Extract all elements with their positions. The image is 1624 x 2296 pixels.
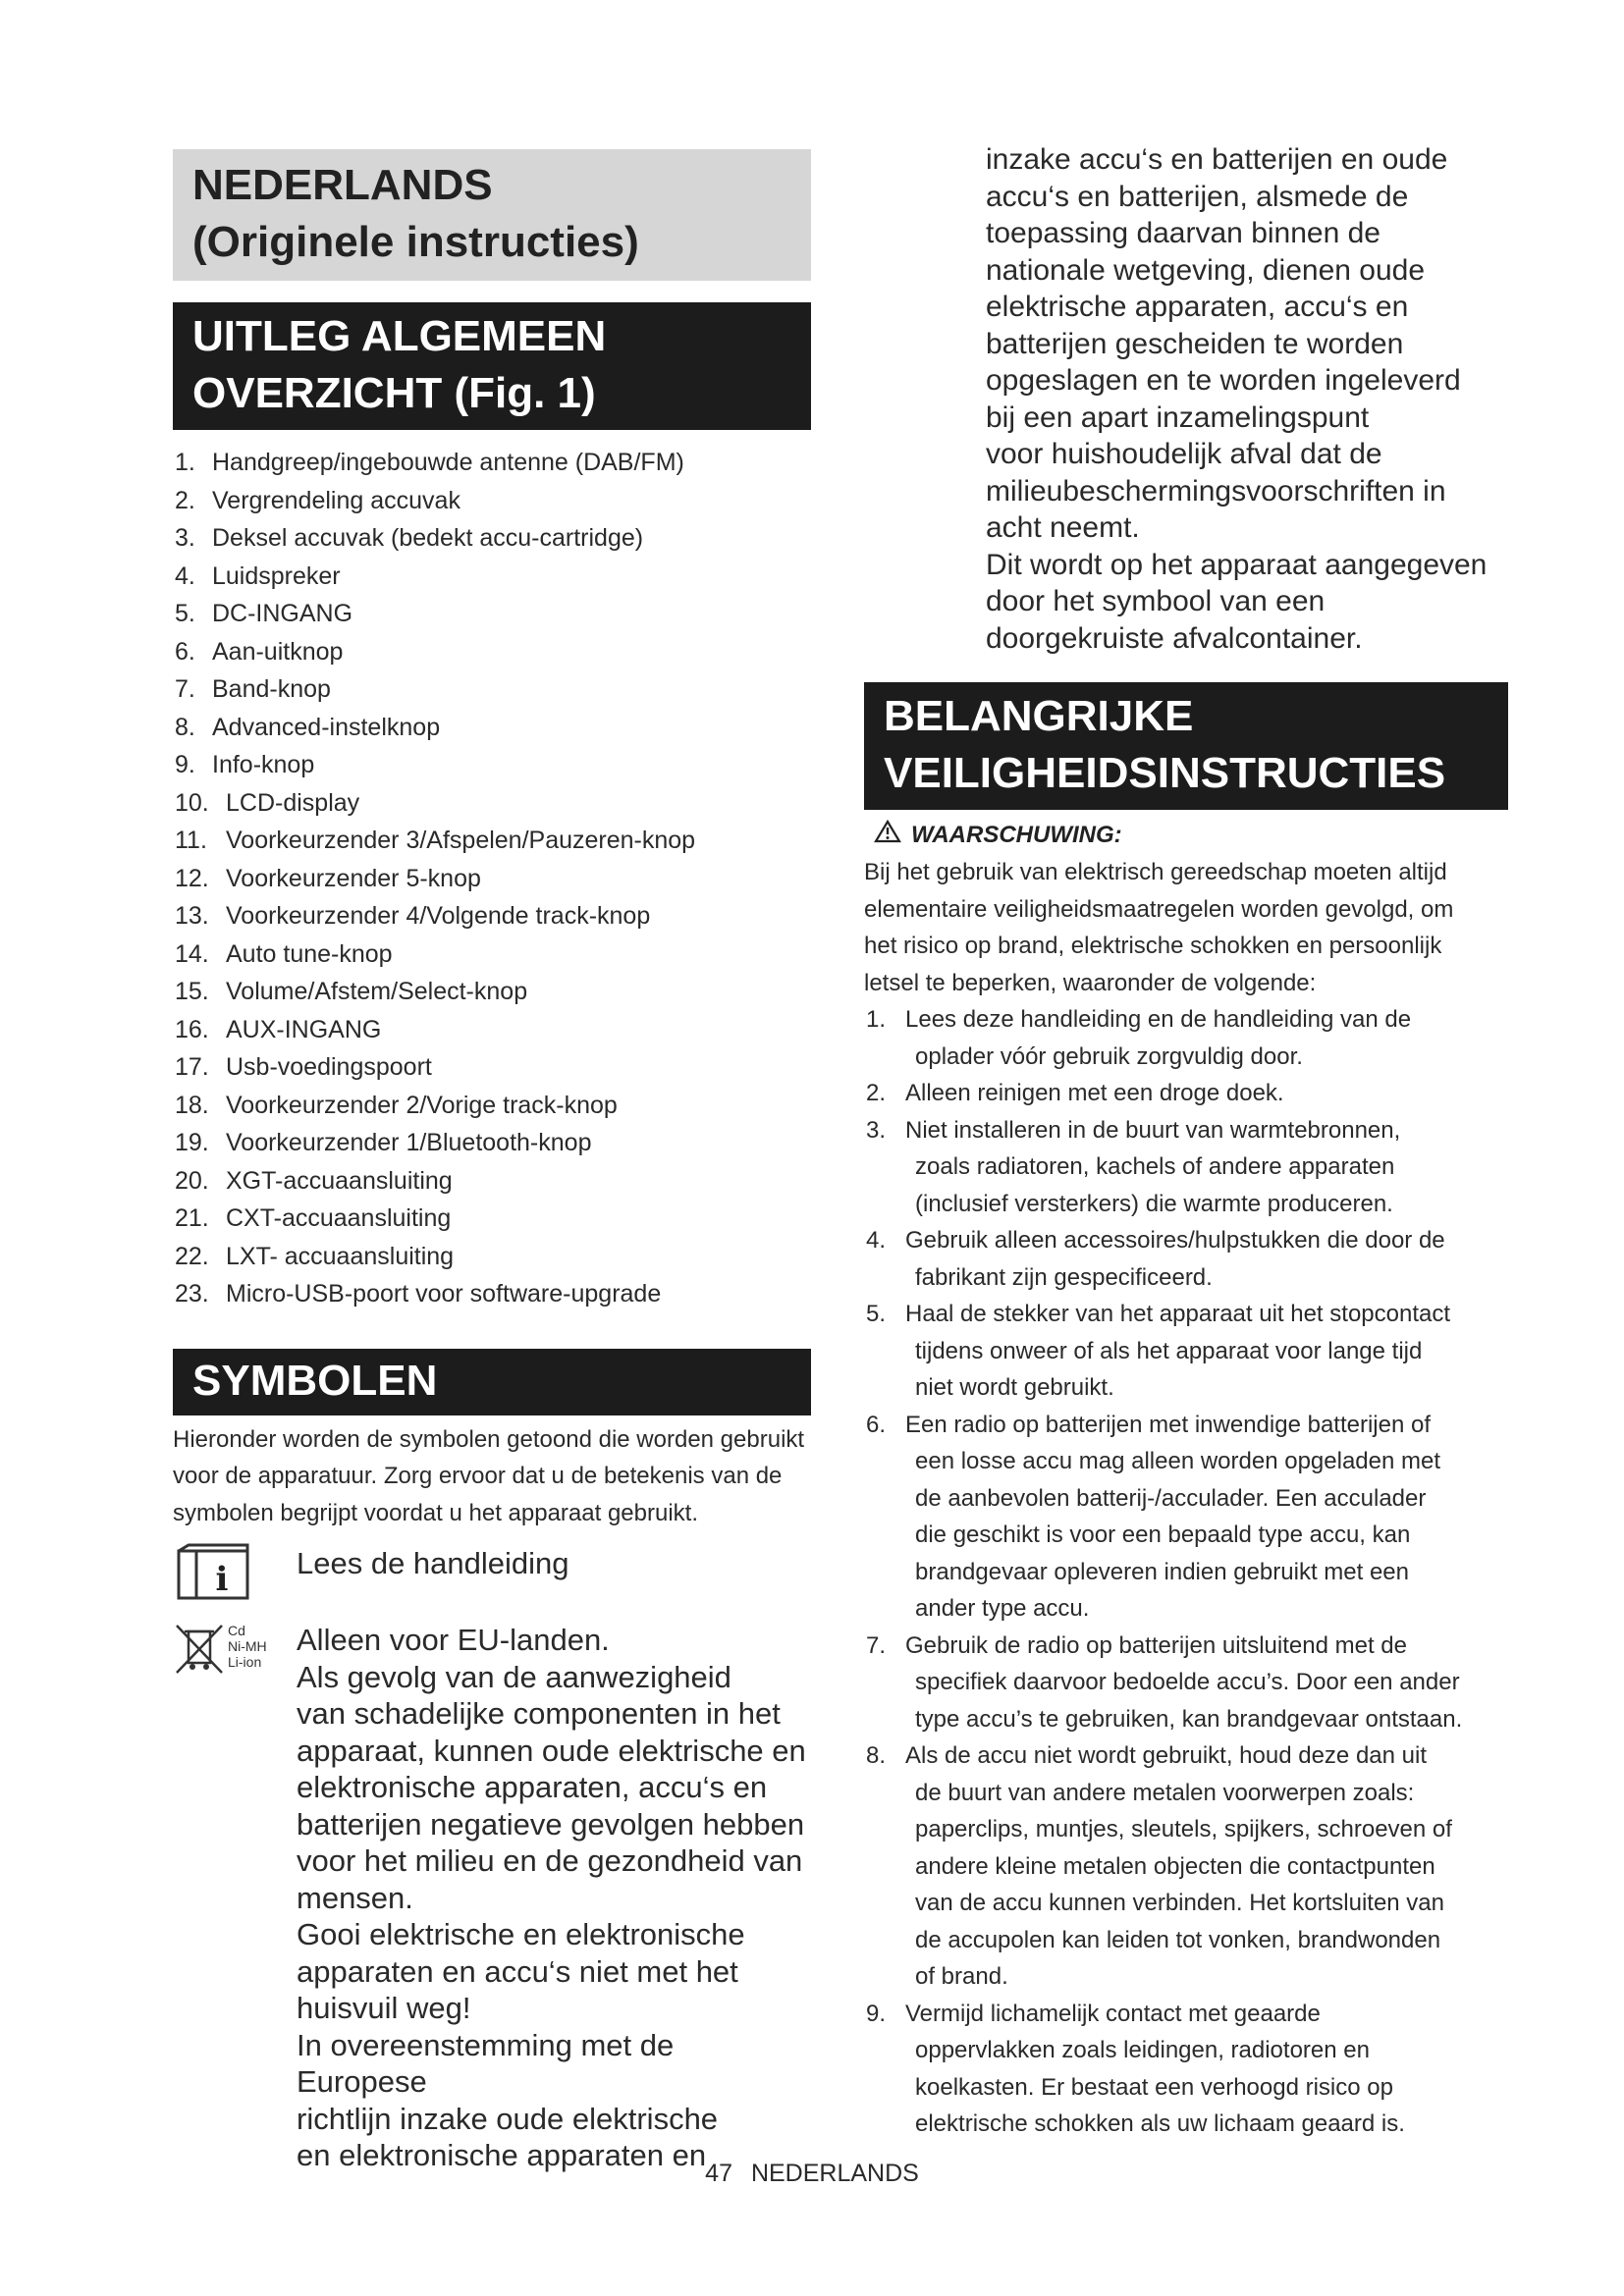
list-item — [864, 1222, 1508, 1296]
list-item-number: 21. — [175, 1204, 209, 1232]
list-item-number: 5. — [175, 600, 195, 627]
manual-symbol-row — [173, 1543, 811, 1614]
list-item — [173, 935, 811, 974]
text-line: Niet installeren in de buurt van warmtebronnen, — [905, 1116, 1401, 1144]
list-item-text: LXT- accuaansluiting — [226, 1242, 455, 1270]
list-item — [173, 1124, 811, 1162]
read-manual-icon — [175, 1543, 253, 1609]
text-line: milieubeschermingsvoorschriften in — [986, 474, 1446, 507]
list-item-text: Micro-USB-poort voor software-upgrade — [226, 1280, 662, 1308]
list-item — [864, 1296, 1508, 1407]
safety-heading-line2: VEILIGHEIDSINSTRUCTIES — [884, 749, 1446, 797]
text-line: Dit wordt op het apparaat aangegeven — [986, 548, 1488, 581]
text-line: oplader vóór gebruik zorgvuldig door. — [915, 1042, 1303, 1070]
list-item-text: Luidspreker — [212, 561, 341, 590]
footer-language: NEDERLANDS — [750, 2160, 919, 2187]
text-line: accu‘s en batterijen, alsmede de — [986, 180, 1409, 213]
list-item-number: 5. — [866, 1301, 887, 1327]
list-item-text: Vergrendeling accuvak — [212, 486, 460, 514]
text-line: nationale wetgeving, dienen oude — [986, 253, 1426, 287]
text-line: paperclips, muntjes, sleutels, spijkers, schroeven of — [915, 1816, 1452, 1842]
list-item-text: Volume/Afstem/Select-knop — [226, 978, 528, 1005]
text-line: apparaat, kunnen oude elektrische en — [297, 1733, 806, 1768]
text-line: die geschikt is voor een bepaald type accu, kan — [915, 1522, 1411, 1548]
list-item-number: 3. — [866, 1116, 887, 1144]
list-item — [864, 1996, 1508, 2143]
text-line: fabrikant zijn gespecificeerd. — [915, 1263, 1213, 1291]
list-item-text: Auto tune-knop — [226, 939, 393, 968]
list-item — [173, 1275, 811, 1313]
text-line: door het symbool van een — [986, 585, 1326, 617]
text-line: elementaire veiligheidsmaatregelen worden gevolgd, om — [864, 895, 1454, 923]
text-line: Bij het gebruik van elektrisch gereedschap moeten altijd — [864, 859, 1447, 885]
symbols-intro: Hieronder worden de symbolen getoond die worden gebruikt voor de apparatuur. Zorg ervoor dat u de betekenis van de symbolen begrijpt voordat u het apparaat gebruikt. — [173, 1425, 805, 1526]
list-item — [173, 784, 811, 823]
page-number: 47 — [705, 2160, 732, 2187]
text-line: elektrische schokken als uw lichaam geaard is. — [915, 2110, 1405, 2137]
list-item — [864, 1737, 1508, 1996]
text-line: tijdens onweer of als het apparaat voor lange tijd — [915, 1337, 1423, 1364]
text-line: bij een apart inzamelingspunt — [986, 400, 1370, 434]
text-line: Als gevolg van de aanwezigheid — [297, 1659, 731, 1694]
list-item-number: 11. — [175, 827, 207, 854]
text-line: batterijen negatieve gevolgen hebben — [297, 1806, 805, 1842]
list-item — [173, 1162, 811, 1201]
parts-list — [173, 444, 811, 1313]
text-line: het risico op brand, elektrische schokken en persoonlijk — [864, 933, 1442, 959]
list-item-text: Deksel accuvak (bedekt accu-cartridge) — [212, 524, 644, 552]
list-item-text: Info-knop — [212, 751, 315, 778]
svg-text:Li-ion: Li-ion — [228, 1654, 262, 1670]
list-item — [173, 822, 811, 860]
list-item-number: 6. — [866, 1411, 887, 1438]
page-footer — [0, 2160, 1624, 2188]
list-item — [864, 1628, 1508, 1738]
text-line: letsel te beperken, waaronder de volgende: — [864, 969, 1317, 996]
list-item-number: 9. — [866, 2000, 887, 2027]
symbols-heading — [173, 1349, 811, 1415]
list-item-number: 8. — [175, 713, 195, 741]
text-line: toepassing daarvan binnen de — [986, 217, 1380, 249]
text-line: de aanbevolen batterij-/acculader. Een acculader — [915, 1484, 1427, 1512]
manual-text: Lees de handleiding — [297, 1546, 569, 1580]
safety-heading-line1: BELANGRIJKE — [884, 692, 1194, 740]
text-line: (inclusief versterkers) die warmte produceren. — [915, 1190, 1393, 1217]
list-item — [173, 897, 811, 935]
list-item-text: AUX-INGANG — [226, 1015, 382, 1043]
language-title: NEDERLANDS — [192, 161, 493, 209]
list-item — [173, 1011, 811, 1049]
list-item — [173, 482, 811, 520]
list-item — [173, 1087, 811, 1125]
text-line: ander type accu. — [915, 1595, 1090, 1622]
list-item-number: 15. — [175, 978, 209, 1005]
text-line: Alleen reinigen met een droge doek. — [905, 1080, 1284, 1106]
text-line: apparaten en accu‘s niet met het — [297, 1953, 738, 1989]
list-item-number: 2. — [175, 486, 195, 514]
list-item — [173, 444, 811, 482]
list-item-text: Aan-uitknop — [212, 637, 344, 666]
weee-continuation-text — [864, 141, 1508, 657]
list-item-text: Handgreep/ingebouwde antenne (DAB/FM) — [212, 449, 684, 476]
text-line: Gebruik alleen accessoires/hulpstukken die door de — [905, 1227, 1445, 1254]
list-item-number: 20. — [175, 1166, 209, 1195]
text-line: elektronische apparaten, accu‘s en — [297, 1770, 768, 1804]
weee-symbol-row — [173, 1622, 811, 2174]
text-line: Als de accu niet wordt gebruikt, houd deze dan uit — [905, 1742, 1427, 1769]
list-item-number: 7. — [866, 1631, 887, 1659]
list-item-text: DC-INGANG — [212, 600, 353, 627]
list-item-text: Voorkeurzender 3/Afspelen/Pauzeren-knop — [226, 827, 696, 854]
list-item — [864, 1407, 1508, 1628]
list-item — [173, 709, 811, 747]
list-item — [173, 558, 811, 596]
text-line: mensen. — [297, 1880, 413, 1915]
list-item — [173, 633, 811, 671]
list-item-number: 9. — [175, 751, 195, 778]
text-line: en elektronische apparaten en — [297, 2138, 707, 2172]
list-item-number: 12. — [175, 864, 209, 892]
list-item-number: 17. — [175, 1053, 209, 1081]
list-item — [173, 1200, 811, 1238]
list-item — [173, 1048, 811, 1087]
left-column — [173, 149, 811, 2174]
language-title-box — [173, 149, 811, 281]
list-item-text: LCD-display — [226, 788, 360, 817]
text-line: inzake accu‘s en batterijen en oude — [986, 143, 1448, 176]
list-item — [173, 1238, 811, 1276]
list-item-number: 14. — [175, 939, 209, 968]
list-item-number: 1. — [866, 1006, 887, 1033]
list-item-number: 2. — [866, 1080, 887, 1106]
text-line: type accu’s te gebruiken, kan brandgevaar ontstaan. — [915, 1705, 1463, 1733]
list-item-number: 7. — [175, 675, 195, 703]
list-item-text: Voorkeurzender 1/Bluetooth-knop — [226, 1129, 592, 1156]
list-item-number: 19. — [175, 1129, 209, 1156]
text-line: specifiek daarvoor bedoelde accu’s. Door een ander — [915, 1669, 1460, 1695]
text-line: oppervlakken zoals leidingen, radiotoren en — [915, 2037, 1370, 2063]
text-line: koelkasten. Er bestaat een verhoogd risico op — [915, 2073, 1393, 2101]
text-line: brandgevaar opleveren indien gebruikt met een — [915, 1558, 1410, 1585]
list-item-text: Usb-voedingspoort — [226, 1053, 432, 1081]
list-item-number: 18. — [175, 1091, 209, 1119]
text-line: niet wordt gebruikt. — [915, 1374, 1114, 1401]
list-item-text: Voorkeurzender 5-knop — [226, 864, 481, 892]
list-item-number: 23. — [175, 1280, 209, 1308]
text-line: voor huishoudelijk afval dat de — [986, 438, 1382, 470]
svg-text:i: i — [215, 1560, 229, 1599]
text-line: Vermijd lichamelijk contact met geaarde — [905, 2000, 1321, 2027]
list-item — [173, 595, 811, 633]
warning-label: WAARSCHUWING: — [911, 821, 1122, 848]
list-item-number: 6. — [175, 637, 195, 666]
weee-text — [297, 1622, 811, 2174]
text-line: een losse accu mag alleen worden opgeladen met — [915, 1448, 1441, 1474]
list-item — [173, 746, 811, 784]
list-item-number: 10. — [175, 788, 209, 817]
list-item — [864, 1075, 1508, 1112]
safety-instructions-list — [864, 1001, 1508, 2143]
list-item-text: Voorkeurzender 4/Volgende track-knop — [226, 902, 651, 930]
list-item-number: 8. — [866, 1742, 887, 1769]
list-item — [864, 1112, 1508, 1223]
list-item-text: Advanced-instelknop — [212, 713, 441, 741]
safety-heading — [864, 682, 1508, 810]
warning-label-row — [864, 820, 1508, 850]
text-line: Gebruik de radio op batterijen uitsluitend met de — [905, 1631, 1407, 1659]
list-item-text: Band-knop — [212, 675, 331, 703]
text-line: Haal de stekker van het apparaat uit het stopcontact — [905, 1301, 1451, 1327]
text-line: Alleen voor EU-landen. — [297, 1623, 610, 1657]
text-line: Een radio op batterijen met inwendige batterijen of — [905, 1411, 1432, 1438]
list-item — [173, 860, 811, 898]
list-item-number: 1. — [175, 449, 195, 476]
text-line: acht neemt. — [986, 511, 1140, 544]
list-item — [173, 973, 811, 1011]
text-line: de buurt van andere metalen voorwerpen zoals: — [915, 1779, 1415, 1806]
text-line: huisvuil weg! — [297, 1991, 471, 2025]
text-line: andere kleine metalen objecten die contactpunten — [915, 1852, 1435, 1880]
symbols-heading-text: SYMBOLEN — [192, 1356, 438, 1405]
crossed-bin-icon — [175, 1622, 283, 1695]
list-item-number: 16. — [175, 1015, 209, 1043]
text-line: Lees deze handleiding en de handleiding van de — [905, 1006, 1412, 1033]
text-line: voor het milieu en de gezondheid van — [297, 1843, 803, 1878]
list-item-number: 3. — [175, 524, 195, 552]
text-line: van de accu kunnen verbinden. Het kortsluiten van — [915, 1890, 1445, 1916]
list-item — [173, 670, 811, 709]
text-line: of brand. — [915, 1963, 1008, 1990]
text-line: opgeslagen en te worden ingeleverd — [986, 364, 1461, 397]
warning-triangle-icon — [874, 820, 901, 850]
text-line: de accupolen kan leiden tot vonken, brandwonden — [915, 1926, 1441, 1953]
list-item-number: 22. — [175, 1242, 209, 1270]
text-line: elektrische apparaten, accu‘s en — [986, 291, 1409, 323]
text-line: zoals radiatoren, kachels of andere apparaten — [915, 1153, 1395, 1180]
list-item-text: CXT-accuaansluiting — [226, 1204, 452, 1232]
list-item — [173, 519, 811, 558]
overview-heading-line1: UITLEG ALGEMEEN — [192, 312, 607, 360]
text-line: In overeenstemming met de Europese — [297, 2027, 675, 2099]
text-line: doorgekruiste afvalcontainer. — [986, 621, 1363, 655]
list-item-text: Voorkeurzender 2/Vorige track-knop — [226, 1091, 618, 1119]
list-item-text: XGT-accuaansluiting — [226, 1166, 453, 1195]
warning-intro — [864, 854, 1508, 1001]
list-item — [864, 1001, 1508, 1075]
text-line: van schadelijke componenten in het — [297, 1696, 781, 1731]
svg-text:Cd: Cd — [228, 1623, 245, 1638]
overview-heading-line2: OVERZICHT (Fig. 1) — [192, 369, 596, 417]
text-line: Gooi elektrische en elektronische — [297, 1917, 745, 1951]
text-line: batterijen gescheiden te worden — [986, 327, 1404, 360]
language-subtitle: (Originele instructies) — [192, 218, 639, 266]
right-column — [864, 143, 1508, 2143]
overview-heading — [173, 302, 811, 430]
list-item-number: 13. — [175, 902, 209, 930]
list-item-number: 4. — [866, 1227, 887, 1254]
svg-text:Ni-MH: Ni-MH — [228, 1638, 267, 1654]
text-line: richtlijn inzake oude elektrische — [297, 2101, 719, 2136]
list-item-number: 4. — [175, 561, 195, 590]
